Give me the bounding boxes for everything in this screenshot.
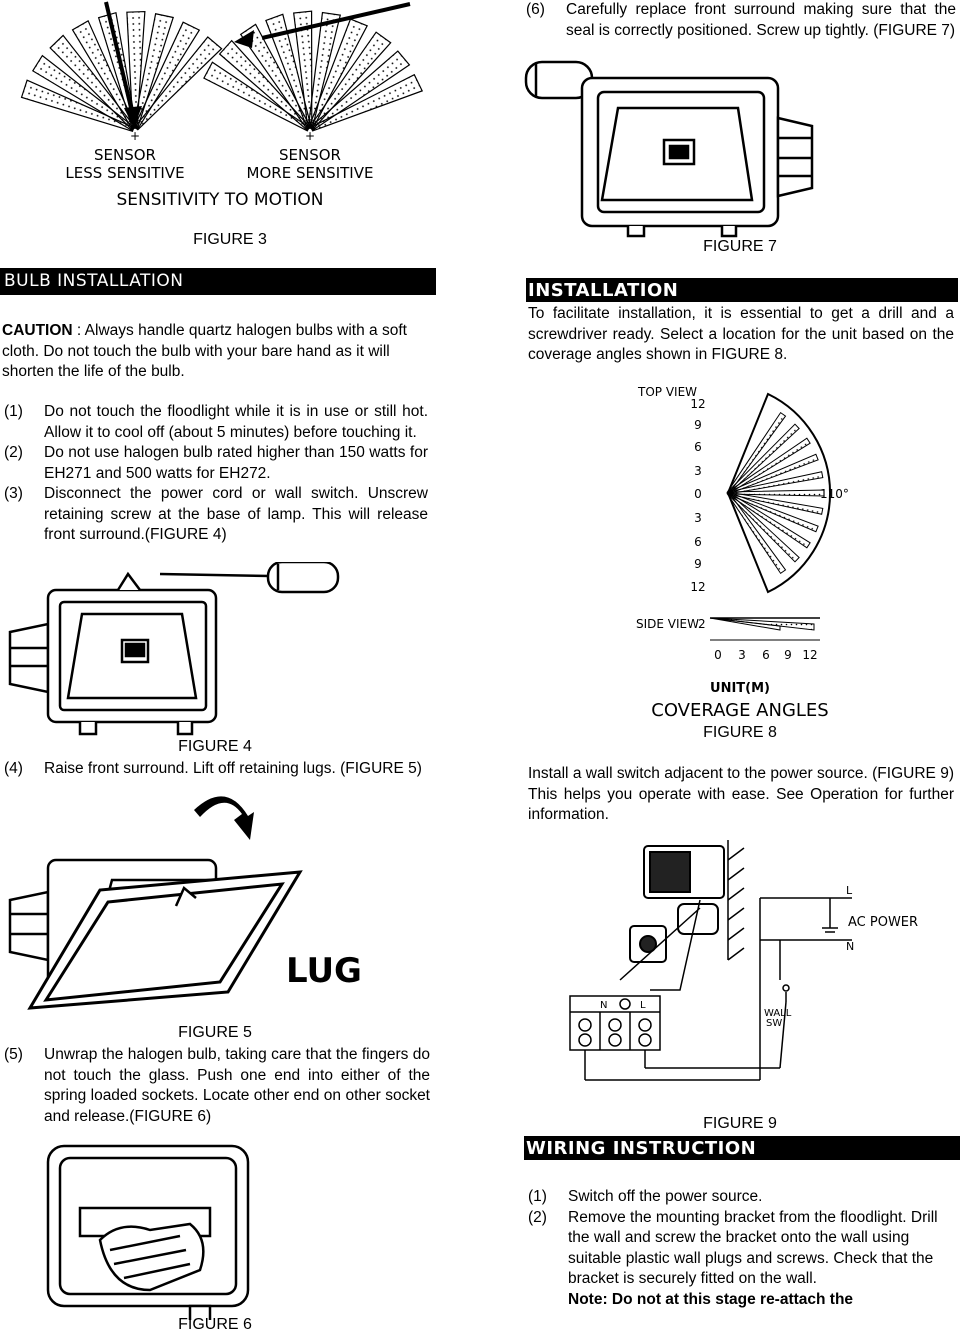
sensor-less-label-2: LESS SENSITIVE xyxy=(65,164,185,182)
figure-9-caption: FIGURE 9 xyxy=(703,1115,777,1132)
sensor-more-label-1: SENSOR xyxy=(279,146,341,164)
installation-heading: INSTALLATION xyxy=(526,278,958,302)
step-text: Remove the mounting bracket from the floodlight. Drill the wall and screw the bracket onto the wall using suitable plastic wall plugs and screws. Check that the bracket is securely fitted on the wall. xyxy=(568,1208,938,1287)
step-number: (1) xyxy=(4,403,23,420)
wiring-step-1 xyxy=(528,1187,954,1208)
tick: 0 xyxy=(694,487,702,501)
side-view-value: 2 xyxy=(698,617,706,631)
coverage-angles-label: COVERAGE ANGLES xyxy=(651,700,829,721)
tick: 12 xyxy=(690,580,706,594)
sensor-less-label-1: SENSOR xyxy=(94,146,156,164)
wall-switch-text: Install a wall switch adjacent to the power source. (FIGURE 9) This helps you operate with ease. See Operation for further information. xyxy=(528,765,954,823)
bulb-steps xyxy=(4,402,428,546)
wall-label: WALL xyxy=(764,1008,792,1019)
tick: 6 xyxy=(694,440,702,454)
figure-7-floodlight xyxy=(522,58,822,238)
svg-text:+: + xyxy=(129,129,141,143)
terminal-n-label: N xyxy=(600,1000,608,1011)
tick: 6 xyxy=(694,535,702,549)
unit-label: UNIT(M) xyxy=(710,681,770,696)
wire-n-label: N xyxy=(846,940,855,953)
wiring-step-2 xyxy=(528,1208,954,1290)
bulb-installation-heading: BULB INSTALLATION xyxy=(0,268,436,295)
lug-label: LUG xyxy=(286,951,362,991)
caution-paragraph xyxy=(2,321,430,383)
tick: 9 xyxy=(694,418,702,432)
step-text: Raise front surround. Lift off retaining lugs. (FIGURE 5) xyxy=(44,760,422,777)
tick: 6 xyxy=(762,648,770,662)
tick: 12 xyxy=(802,648,818,662)
tick: 0 xyxy=(714,648,722,662)
step-4-block xyxy=(4,759,430,780)
note-line xyxy=(528,1290,954,1311)
step-5 xyxy=(4,1045,430,1127)
step-5-block xyxy=(4,1045,430,1127)
figure-4-floodlight xyxy=(0,562,360,742)
figure-5-caption: FIGURE 5 xyxy=(178,1024,252,1041)
figure-3-diagram xyxy=(20,0,440,215)
step-text: Do not touch the floodlight while it is in use or still hot. Allow it to cool off (about 5 minutes) before touching it. xyxy=(44,403,428,441)
tick: 9 xyxy=(694,557,702,571)
note-text: Note: Do not at this stage re-attach the xyxy=(568,1290,854,1308)
step-number: (1) xyxy=(528,1188,547,1205)
installation-text: To facilitate installation, it is essential to get a drill and a screwdriver ready. Select a location for the unit based on the coverage angles shown in FIGURE 8. xyxy=(528,305,954,363)
step-number: (6) xyxy=(526,1,545,18)
figure-7-caption: FIGURE 7 xyxy=(703,238,777,255)
ac-power-label: AC POWER xyxy=(848,915,919,930)
wiring-instruction-heading: WIRING INSTRUCTION xyxy=(524,1136,960,1160)
step-number: (5) xyxy=(4,1046,23,1063)
svg-text:+: + xyxy=(304,129,316,143)
step-6-block xyxy=(526,0,956,41)
step-number: (2) xyxy=(528,1208,547,1226)
step-2 xyxy=(4,443,428,484)
step-text: Carefully replace front surround making sure that the seal is correctly positioned. Screw up tightly. (FIGURE 7) xyxy=(566,1,956,39)
step-1 xyxy=(4,402,428,443)
figure-4-caption: FIGURE 4 xyxy=(178,738,252,755)
wiring-steps xyxy=(528,1187,954,1310)
figure-9-wiring xyxy=(560,840,940,1105)
figure-6-caption: FIGURE 6 xyxy=(178,1316,252,1333)
angle-label: 110° xyxy=(820,487,849,501)
step-6 xyxy=(526,0,956,41)
tick: 3 xyxy=(738,648,746,662)
step-4 xyxy=(4,759,430,780)
screwdriver xyxy=(160,562,338,592)
top-view-ticks xyxy=(690,397,705,594)
caution-text: : Always handle quartz halogen bulbs with a soft cloth. Do not touch the bulb with your bare hand as it will shorten the life of the bulb. xyxy=(2,322,407,380)
step-number: (2) xyxy=(4,444,23,461)
step-3 xyxy=(4,484,428,546)
figure-5-floodlight-lug xyxy=(0,850,380,1025)
rotate-arrow-icon xyxy=(190,792,270,852)
top-view-label: TOP VIEW xyxy=(638,385,698,399)
tick: 3 xyxy=(694,511,702,525)
step-text: Unwrap the halogen bulb, taking care that the fingers do not touch the glass. Push one end into either of the spring loaded sockets. Locate other end on other socket and release.(FIGURE 6) xyxy=(44,1046,430,1125)
sensitivity-label: SENSITIVITY TO MOTION xyxy=(116,190,324,210)
step-number: (4) xyxy=(4,760,23,777)
step-text: Do not use halogen bulb rated higher than 150 watts for EH271 and 500 watts for EH272. xyxy=(44,444,428,482)
figure-8-caption: FIGURE 8 xyxy=(703,724,777,741)
figure-6-bulb-insert xyxy=(40,1140,280,1320)
sw-label: SW xyxy=(766,1018,783,1029)
terminal-l-label: L xyxy=(640,1000,646,1011)
tick: 3 xyxy=(694,464,702,478)
figure-3-caption: FIGURE 3 xyxy=(193,231,267,248)
caution-label: CAUTION xyxy=(2,322,73,339)
wire-l-label: L xyxy=(846,884,853,897)
side-view-label: SIDE VIEW xyxy=(636,617,699,631)
tick: 12 xyxy=(690,397,706,411)
figure-8-coverage xyxy=(620,378,880,663)
tick: 9 xyxy=(784,648,792,662)
side-view-ticks xyxy=(714,648,817,662)
step-number: (3) xyxy=(4,485,23,502)
step-text: Disconnect the power cord or wall switch. Unscrew retaining screw at the base of lamp. This will release front surround.(FIGURE 4) xyxy=(44,485,428,543)
sensor-more-label-2: MORE SENSITIVE xyxy=(246,164,374,182)
fan-more-sensitive xyxy=(204,11,422,142)
step-text: Switch off the power source. xyxy=(568,1188,763,1205)
